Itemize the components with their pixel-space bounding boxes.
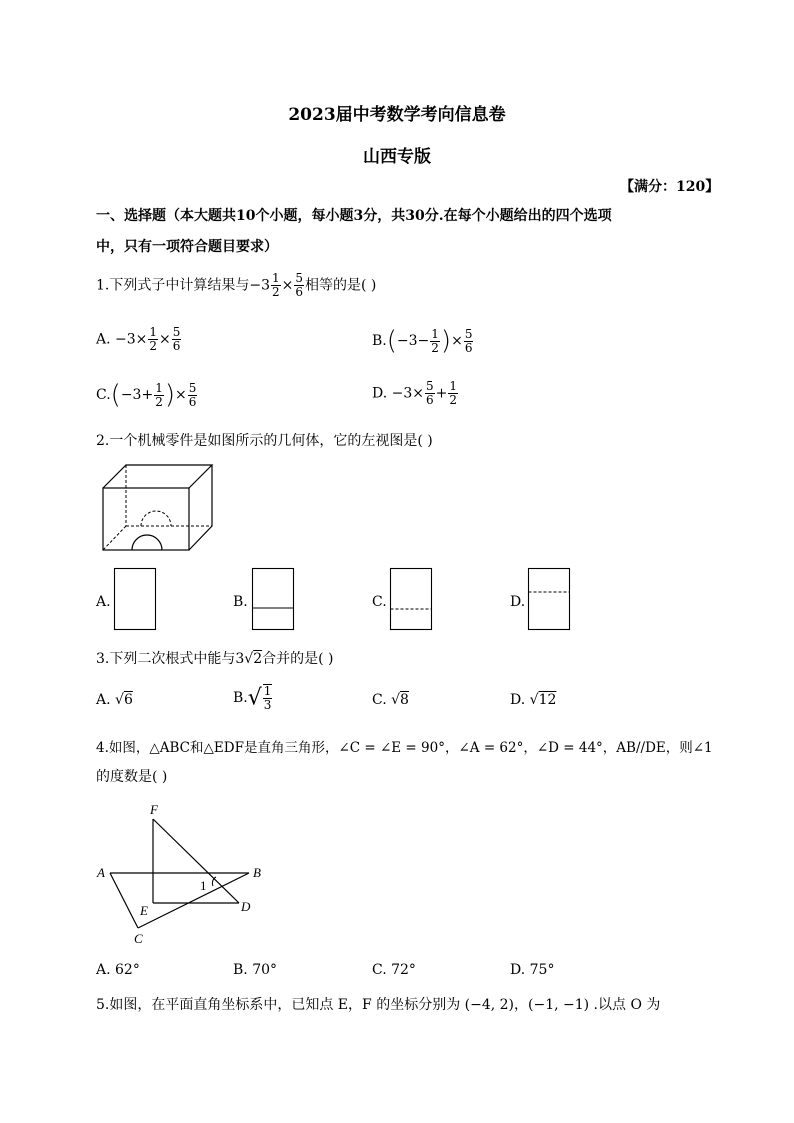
question-3-option-b[interactable]: B.√ $\frac{1}{3}$ — [233, 684, 272, 712]
question-2-option-d-label[interactable]: D. — [510, 594, 526, 610]
question-1-option-a[interactable]: A. −3× $\frac{1}{2}$ × $\frac{5}{6}$ — [96, 325, 181, 353]
question-1-option-b[interactable]: B.(−3− $\frac{1}{2}$ )× $\frac{5}{6}$ — [372, 326, 473, 356]
label-a: A — [97, 865, 105, 880]
question-2-option-c-figure[interactable] — [390, 568, 434, 632]
label-e: E — [140, 903, 148, 918]
question-4-stem-line1: 4.如图，△ABC和△EDF是直角三角形，∠C = ∠E = 90°，∠A = 62°，∠D = 44°，AB//DE，则∠1 — [96, 740, 713, 756]
question-4-triangle-figure — [94, 800, 274, 950]
question-2-option-c-label[interactable]: C. — [372, 594, 387, 610]
label-angle-1: 1 — [200, 878, 207, 893]
label-b: B — [253, 865, 261, 880]
section-heading-line2: 中，只有一项符合题目要求） — [96, 239, 278, 255]
score-label: 【满分：120】 — [620, 179, 720, 195]
question-3-option-a[interactable]: A. √6 — [96, 692, 133, 708]
label-d: D — [241, 899, 251, 914]
question-5-stem: 5.如图，在平面直角坐标系中，已知点 E，F 的坐标分别为 (−4, 2)，(−1, −1) .以点 O 为 — [96, 997, 661, 1013]
label-c: C — [134, 931, 143, 946]
question-1-option-c[interactable]: C.(−3+ $\frac{1}{2}$ )× $\frac{5}{6}$ — [96, 380, 197, 410]
page-title: 2023届中考数学考向信息卷 — [288, 105, 506, 125]
question-4-option-c[interactable]: C. 72° — [372, 962, 416, 978]
question-4-option-d[interactable]: D. 75° — [510, 962, 555, 978]
question-3-stem: 3.下列二次根式中能与3√2合并的是( ) — [96, 651, 334, 667]
question-2-option-a-label[interactable]: A. — [96, 594, 111, 610]
question-3-option-d[interactable]: D. √12 — [510, 692, 557, 708]
question-4-option-b[interactable]: B. 70° — [233, 962, 278, 978]
question-2-solid-figure — [100, 462, 220, 554]
question-2-option-b-label[interactable]: B. — [233, 594, 248, 610]
page-subtitle: 山西专版 — [363, 147, 431, 167]
section-heading-line1: 一、选择题（本大题共10个小题，每小题3分，共30分.在每个小题给出的四个选项 — [96, 208, 612, 224]
question-2-option-a-figure[interactable] — [114, 568, 158, 632]
question-1-option-d[interactable]: D. −3× $\frac{5}{6}$ + $\frac{1}{2}$ — [372, 379, 458, 407]
question-4-stem-line2: 的度数是( ) — [96, 769, 168, 785]
question-2-option-d-figure[interactable] — [528, 568, 572, 632]
question-2-option-b-figure[interactable] — [252, 568, 296, 632]
question-2-stem: 2.一个机械零件是如图所示的几何体，它的左视图是( ) — [96, 433, 433, 449]
question-3-option-c[interactable]: C. √8 — [372, 692, 409, 708]
question-4-option-a[interactable]: A. 62° — [96, 962, 140, 978]
label-f: F — [150, 802, 158, 817]
question-1-stem: 1.下列式子中计算结果与−3 $\frac{1}{2}$ × $\frac{5}{6}$ 相等的是( ) — [96, 271, 377, 299]
